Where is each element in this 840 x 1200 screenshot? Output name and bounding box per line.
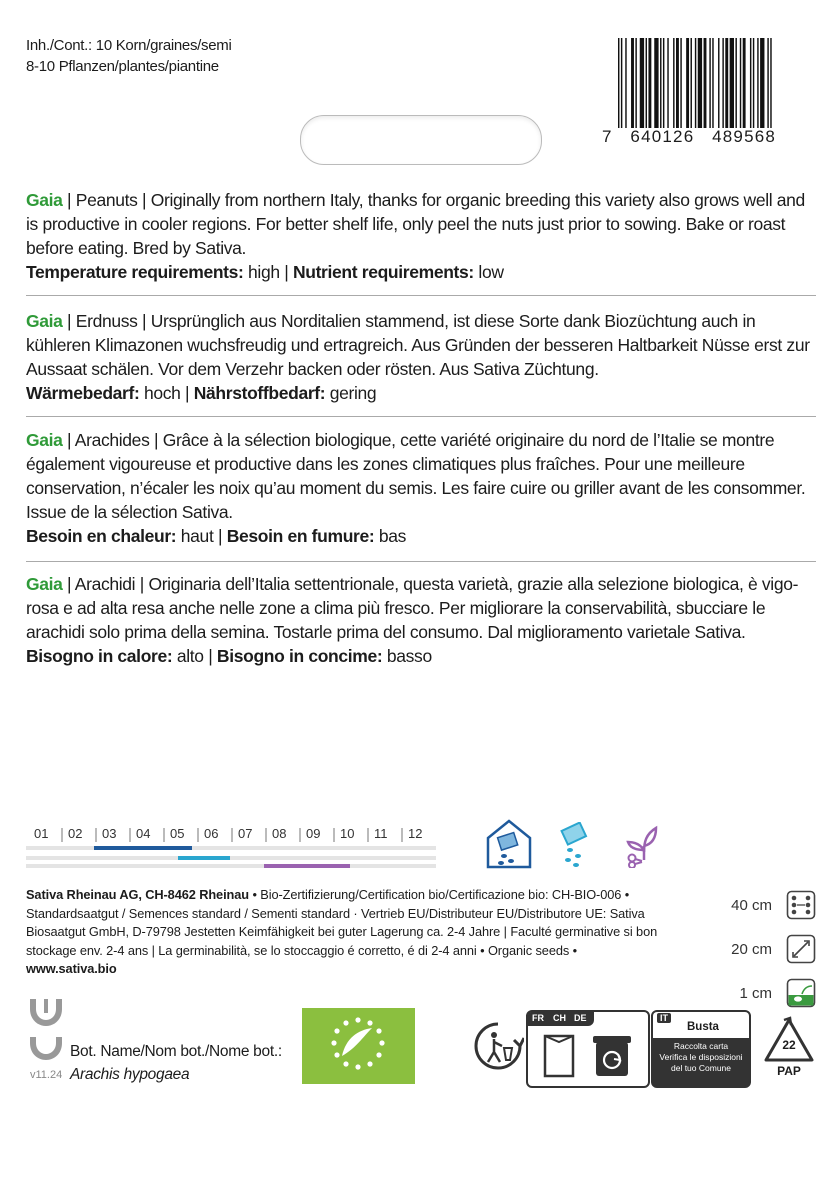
it-header bbox=[653, 1012, 749, 1038]
raccolta-text bbox=[656, 1041, 746, 1074]
barcode-bar bbox=[770, 38, 771, 128]
month-label: 01 bbox=[34, 826, 49, 841]
barcode-bar bbox=[625, 38, 626, 128]
month-label: 06 bbox=[204, 826, 219, 841]
requirement-value: bas bbox=[374, 526, 407, 546]
requirement-value: high | bbox=[243, 262, 293, 282]
pap-label: PAP bbox=[777, 1064, 801, 1078]
barcode-bar bbox=[695, 38, 696, 128]
country-fr: FR bbox=[532, 1013, 544, 1023]
month-label: 04 bbox=[136, 826, 151, 841]
requirement-value: low bbox=[473, 262, 504, 282]
barcode-bar bbox=[740, 38, 741, 128]
requirement-label: Temperature requirements: bbox=[26, 262, 244, 282]
barcode-bar bbox=[686, 38, 689, 128]
barcode-bar bbox=[631, 38, 634, 128]
month-dividers bbox=[26, 826, 446, 844]
divider bbox=[26, 561, 816, 562]
barcode-bar bbox=[691, 38, 692, 128]
sowing-indoor-icon bbox=[484, 818, 534, 870]
barcode-bar bbox=[646, 38, 647, 128]
month-label: 02 bbox=[68, 826, 83, 841]
barcode-bar bbox=[704, 38, 707, 128]
description: | Arachides | Grâce à la sélection biologique, cette variété originaire du nord de l’Italie se montre également vigoureuse et productive dans les zones climatiques plus fraîches. Pour une meilleure conservation, n’écaler les noix qu’au moment du semis. Les faire cuire ou griller avant de les consommer. Issue de la sélection Sativa. bbox=[26, 430, 806, 522]
pap-number: 22 bbox=[782, 1038, 796, 1052]
italy-disposal-box bbox=[651, 1010, 751, 1088]
botanical-name: Arachis hypogaea bbox=[70, 1066, 190, 1083]
month-label: 11 bbox=[374, 826, 388, 841]
it-code: IT bbox=[657, 1013, 671, 1023]
harvest-icon bbox=[622, 822, 666, 868]
raccolta-line-3: del tuo Comune bbox=[670, 1063, 731, 1073]
description: | Peanuts | Originally from northern Italy, thanks for organic breeding this variety also grows well and is productive in cooler regions. For better shelf life, only peel the nuts just prior to sowing. Bake or roast before eating. Bred by Sativa. bbox=[26, 190, 805, 258]
section-german bbox=[26, 309, 816, 405]
barcode-bar bbox=[730, 38, 734, 128]
country-tabs bbox=[528, 1012, 594, 1026]
version-code: v11.24 bbox=[30, 1069, 63, 1081]
month-label: 08 bbox=[272, 826, 287, 841]
barcode-bar bbox=[722, 38, 723, 128]
country-ch: CH bbox=[553, 1013, 566, 1023]
plant-spacing-icon bbox=[786, 934, 816, 964]
requirement-label: Wärmebedarf: bbox=[26, 383, 140, 403]
contents-info bbox=[26, 35, 232, 77]
requirement-value: basso bbox=[382, 646, 432, 666]
section-french bbox=[26, 428, 816, 548]
barcode bbox=[618, 38, 818, 128]
sowing-outdoor-bar bbox=[178, 856, 230, 860]
requirement-label: Nährstoffbedarf: bbox=[193, 383, 326, 403]
month-label: 05 bbox=[170, 826, 185, 841]
contents-line-2: 8-10 Pflanzen/plantes/piantine bbox=[26, 58, 219, 75]
barcode-bar bbox=[750, 38, 751, 128]
month-label: 03 bbox=[102, 826, 117, 841]
section-english bbox=[26, 188, 816, 284]
requirement-label: Bisogno in calore: bbox=[26, 646, 173, 666]
barcode-bar bbox=[698, 38, 702, 128]
barcode-bar bbox=[676, 38, 679, 128]
barcode-bar bbox=[680, 38, 681, 128]
sowing-outdoor-icon bbox=[554, 822, 598, 870]
raccolta-line-1: Raccolta carta bbox=[673, 1041, 729, 1051]
barcode-bar bbox=[760, 38, 764, 128]
barcode-bar bbox=[654, 38, 658, 128]
country-de: DE bbox=[574, 1013, 587, 1023]
calendar-track bbox=[26, 864, 436, 868]
barcode-bar bbox=[709, 38, 710, 128]
website-link[interactable]: www.sativa.bio bbox=[26, 961, 117, 976]
barcode-bar bbox=[757, 38, 758, 128]
section-italian bbox=[26, 572, 816, 668]
calendar-track bbox=[26, 856, 436, 860]
barcode-bar bbox=[660, 38, 661, 128]
requirement-label: Besoin en fumure: bbox=[226, 526, 375, 546]
requirement-label: Nutrient requirements: bbox=[292, 262, 474, 282]
requirement-value: gering bbox=[325, 383, 377, 403]
sowing-depth-value: 1 cm bbox=[739, 985, 772, 1002]
barcode-bar bbox=[735, 38, 736, 128]
barcode-bar bbox=[635, 38, 636, 128]
description: | Erdnuss | Ursprünglich aus Norditalien stammend, ist diese Sorte dank Biozüchtung auch in kühleren Klimazonen wuchsfreudig und ertragreich. Aus Gründen der besseren Haltbarkeit Nüsse erst zur Aussaat schälen. Vor dem Verzehr backen oder rösten. Aus Sativa Züchtung. bbox=[26, 311, 810, 379]
barcode-bar bbox=[667, 38, 668, 128]
barcode-bar bbox=[767, 38, 768, 128]
row-spacing-value: 40 cm bbox=[731, 897, 772, 914]
harvest-bar bbox=[264, 864, 350, 868]
description: | Arachidi | Originaria dell’Italia settentrionale, questa varietà, grazie alla selezione biologica, è vigorosa e ad alta resa anche nelle zone a clima più fresco. Per migliorare la conservabilità, sbucciare le arachidi solo prima della semina. Tostarle prima del consumo. Dal miglioramento varietale Sativa. bbox=[26, 574, 799, 642]
month-label: 10 bbox=[340, 826, 355, 841]
requirement-value: alto | bbox=[172, 646, 217, 666]
paper-bag-icon bbox=[542, 1032, 576, 1080]
company-details: • Bio-Zertifizierung/Certification bio/Certificazione bio: CH-BIO-006 • Standardsaatgut / Semences standard / Sementi standard · Vertrieb EU/Distributeur EU/Distributore UE: Sativa Biosaatgut GmbH, D-79798 Jestetten Keimfähigkeit bei guter Lagerung ca. 2-4 Jahre | Faculté germinative si bon stockage env. 2-4 ans | La germinabilità, se lo stoccaggio é corretto, é di 2-4 anni • Organic seeds • bbox=[26, 887, 658, 958]
barcode-bar bbox=[673, 38, 674, 128]
barcode-bar bbox=[725, 38, 728, 128]
barcode-number: 7 640126 489568 bbox=[602, 127, 777, 146]
contents-line-1: Inh./Cont.: 10 Korn/graines/semi bbox=[26, 37, 232, 54]
barcode-bar bbox=[648, 38, 651, 128]
company-info bbox=[26, 886, 666, 979]
sowing-depth-icon bbox=[786, 978, 816, 1008]
row-spacing-icon bbox=[786, 890, 816, 920]
barcode-bar bbox=[621, 38, 622, 128]
plant-spacing-value: 20 cm bbox=[731, 941, 772, 958]
sativa-logo-icon bbox=[26, 995, 66, 1067]
divider bbox=[26, 416, 816, 417]
requirement-value: haut | bbox=[176, 526, 227, 546]
eu-organic-logo-icon bbox=[302, 1008, 415, 1084]
requirement-value: hoch | bbox=[139, 383, 194, 403]
divider bbox=[26, 295, 816, 296]
raccolta-line-2: Verifica le disposizioni bbox=[659, 1052, 743, 1062]
variety-name: Gaia bbox=[26, 311, 63, 331]
busta-label: Busta bbox=[687, 1021, 719, 1033]
sowing-indoor-bar bbox=[94, 846, 192, 850]
barcode-bar bbox=[743, 38, 746, 128]
barcode-bar bbox=[718, 38, 719, 128]
variety-name: Gaia bbox=[26, 574, 63, 594]
month-label: 12 bbox=[408, 826, 423, 841]
variety-name: Gaia bbox=[26, 430, 63, 450]
month-label: 09 bbox=[306, 826, 321, 841]
sorting-info-box bbox=[526, 1010, 650, 1088]
barcode-bar bbox=[753, 38, 754, 128]
triman-recycling-icon bbox=[472, 1020, 524, 1072]
barcode-bar bbox=[618, 38, 619, 128]
botanical-label: Bot. Name/Nom bot./Nome bot.: bbox=[70, 1043, 282, 1060]
requirement-label: Besoin en chaleur: bbox=[26, 526, 177, 546]
calendar-track bbox=[26, 846, 436, 850]
barcode-bar bbox=[640, 38, 644, 128]
requirement-label: Bisogno in concime: bbox=[216, 646, 383, 666]
company-name: Sativa Rheinau AG, CH-8462 Rheinau bbox=[26, 887, 249, 902]
month-label: 07 bbox=[238, 826, 253, 841]
variety-name: Gaia bbox=[26, 190, 63, 210]
hang-hole bbox=[300, 115, 542, 165]
barcode-bar bbox=[712, 38, 713, 128]
paper-bin-icon bbox=[590, 1030, 634, 1080]
barcode-bar bbox=[663, 38, 664, 128]
